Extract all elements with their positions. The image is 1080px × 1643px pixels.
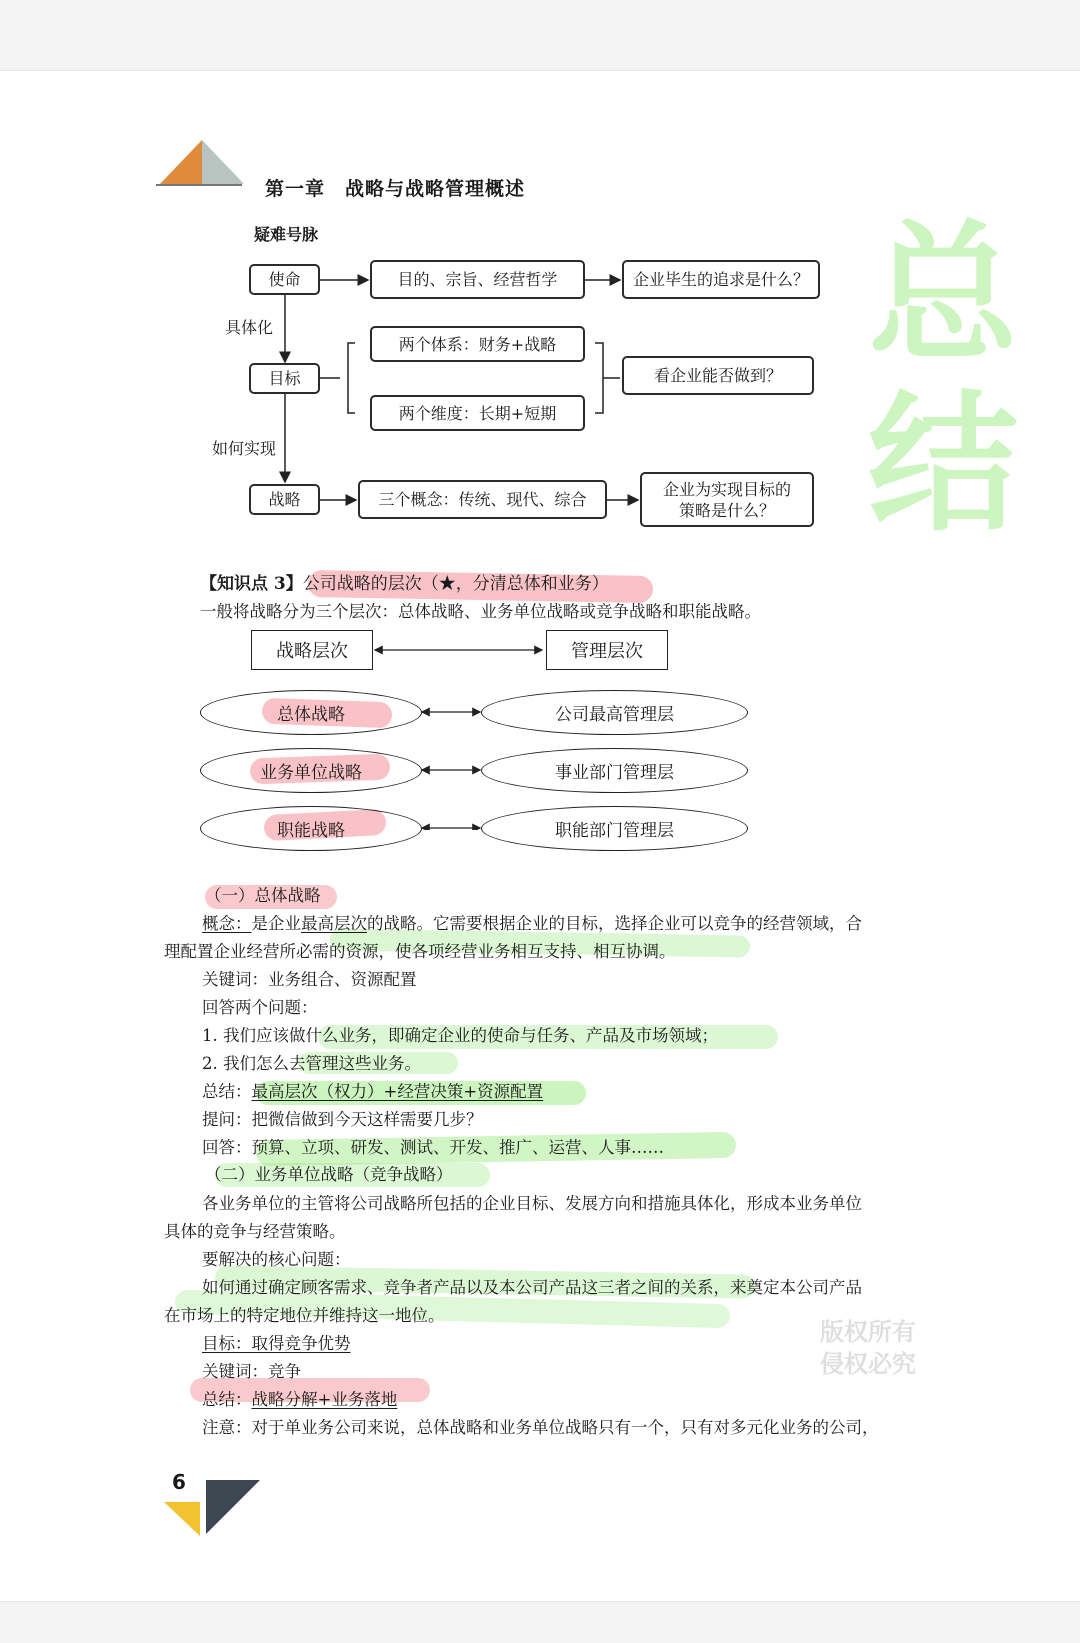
concepts-box: 三个概念：传统、现代、综合	[358, 480, 607, 519]
knowledge-intro: 一般将战略分为三个层次：总体战略、业务单位战略或竞争战略和职能战略。	[200, 602, 761, 621]
strategy-box: 战略	[249, 484, 320, 515]
management-levels-header: 管理层次	[546, 630, 668, 670]
objective-question-box: 看企业能否做到？	[622, 356, 814, 395]
core-question: 要解决的核心问题：	[202, 1250, 351, 1269]
functional-strategy-ellipse: 职能战略	[200, 806, 422, 851]
concept-line-2: 理配置企业经营所必需的资源，使各项经营业务相互支持、相互协调。	[164, 942, 676, 961]
note-line: 注意：对于单业务公司来说，总体战略和业务单位战略只有一个，只有对多元化业务的公司，	[202, 1418, 879, 1437]
mission-box: 使命	[249, 264, 320, 295]
section-label: 疑难号脉	[254, 225, 319, 244]
s2-line-2: 具体的竞争与经营策略。	[164, 1222, 346, 1241]
question-2: 2. 我们怎么去管理这些业务。	[202, 1054, 421, 1073]
top-management-ellipse: 公司最高管理层	[481, 690, 748, 735]
concept-line-1	[202, 912, 862, 936]
core-line-1: 如何通过确定顾客需求、竞争者产品以及本公司产品这三者之间的关系，来奠定本公司产品	[202, 1278, 862, 1297]
copyright-watermark	[820, 1316, 916, 1380]
concept-text-b: 最高层次	[301, 914, 367, 933]
chapter-title: 第一章 战略与战略管理概述	[265, 178, 526, 200]
handwritten-annotation-2: 结	[868, 378, 1019, 552]
ask-line: 提问：把微信做到今天这样需要几步？	[202, 1110, 483, 1129]
answer-label: 回答：	[202, 1138, 252, 1157]
mission-detail-box: 目的、宗旨、经营哲学	[370, 260, 585, 299]
mission-question-box: 企业毕生的追求是什么？	[622, 260, 820, 299]
answer-line	[202, 1136, 664, 1160]
knowledge-title: 公司战略的层次（★，分清总体和业务）	[302, 574, 609, 594]
copyright-line-1: 版权所有	[820, 1318, 916, 1346]
s1-title: （一）总体战略	[205, 886, 321, 905]
handwritten-annotation-1: 总	[868, 208, 1019, 382]
page-number: 6	[172, 1470, 186, 1494]
question-1: 1. 我们应该做什么业务，即确定企业的使命与任务、产品及市场领域；	[202, 1026, 718, 1045]
concept-text-c: 的战略。它需要根据企业的目标，选择企业可以竞争的经营领域，合	[367, 914, 862, 933]
concept-label: 概念：	[202, 914, 252, 933]
business-strategy-ellipse: 业务单位战略	[200, 748, 422, 793]
summary-2	[202, 1388, 397, 1412]
dimensions-box: 两个维度：长期+短期	[370, 395, 585, 431]
footer-triangle-icon	[160, 1476, 264, 1536]
division-management-ellipse: 事业部门管理层	[481, 748, 748, 793]
s2-title: （二）业务单位战略（竞争战略）	[205, 1165, 453, 1184]
how-label: 如何实现	[212, 439, 277, 458]
summary-1-label: 总结：	[202, 1082, 252, 1101]
s2-line-1: 各业务单位的主管将公司战略所包括的企业目标、发展方向和措施具体化，形成本业务单位	[202, 1194, 862, 1213]
summary-2-text: 战略分解+业务落地	[251, 1390, 398, 1409]
corporate-strategy-ellipse: 总体战略	[200, 690, 422, 735]
knowledge-heading	[200, 572, 609, 596]
knowledge-prefix: 【知识点 3】	[200, 574, 303, 594]
summary-2-label: 总结：	[202, 1390, 252, 1409]
objective-box: 目标	[249, 363, 320, 394]
goal-line: 目标：取得竞争优势	[202, 1334, 351, 1353]
two-questions: 回答两个问题：	[202, 998, 318, 1017]
summary-1-text: 最高层次（权力）+经营决策+资源配置	[251, 1082, 544, 1101]
strategy-levels-header: 战略层次	[251, 630, 373, 670]
summary-1	[202, 1080, 543, 1104]
keywords-1: 关键词：业务组合、资源配置	[202, 970, 417, 989]
strategy-question-box: 企业为实现目标的策略是什么？	[640, 472, 814, 527]
copyright-line-2: 侵权必究	[820, 1350, 916, 1378]
core-line-2: 在市场上的特定地位并维持这一地位。	[164, 1306, 445, 1325]
concretize-label: 具体化	[225, 318, 274, 337]
functional-management-ellipse: 职能部门管理层	[481, 806, 748, 851]
answer-text: 预算、立项、研发、测试、开发、推广、运营、人事……	[251, 1138, 664, 1157]
systems-box: 两个体系：财务+战略	[370, 326, 585, 362]
keywords-2: 关键词：竞争	[202, 1362, 301, 1381]
concept-text-a: 是企业	[251, 914, 301, 933]
